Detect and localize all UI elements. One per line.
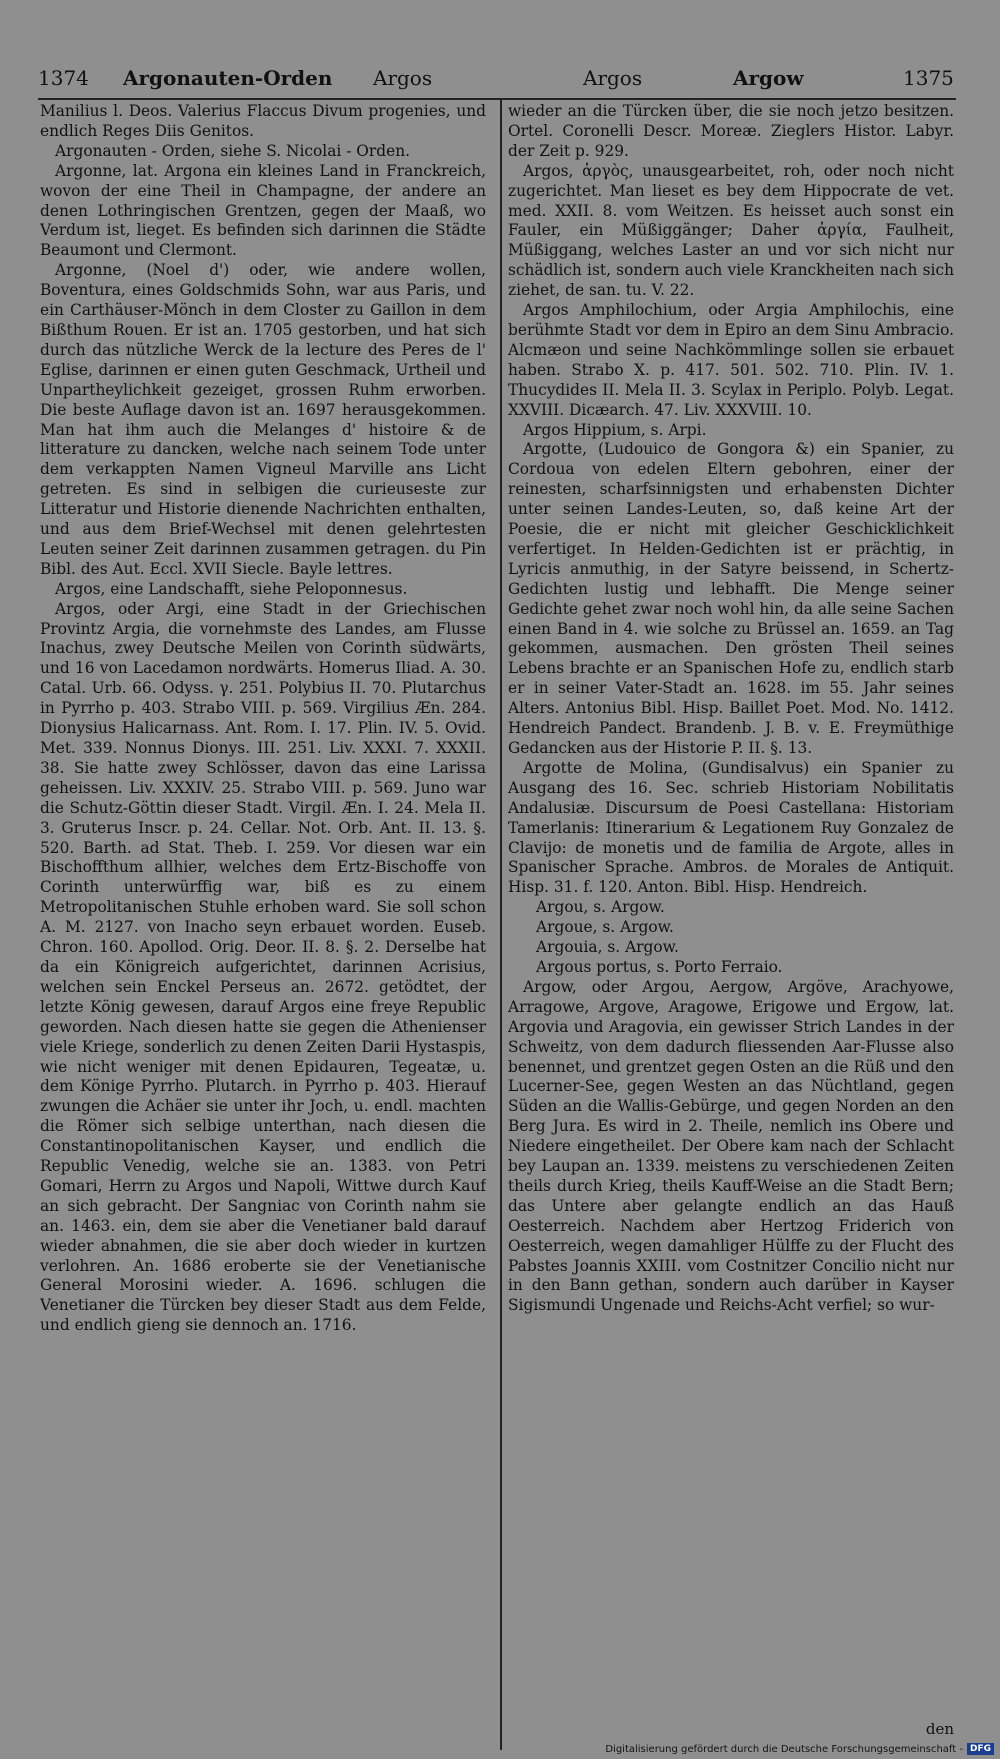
paragraph: Argonauten - Orden, siehe S. Nicolai - Orden. — [55, 141, 411, 160]
paragraph: wieder an die Türcken über, die sie noch jetzo besitzen. Ortel. Coronelli Descr. Moreæ. Zieglers Histor. Labyr. der Zeit p. 929. — [508, 102, 954, 160]
paragraph: Argonne, lat. Argona ein kleines Land in Franckreich, wovon der eine Theil in Champagne, der andere an denen Lothringischen Grentzen, gegen der Maaß, wo Verdum ist, lieget. Es befinden sich darinnen die Städte Beaumont und Clermont. — [40, 161, 486, 260]
paragraph: Argonne, (Noel d') oder, wie andere wollen, Boventura, eines Goldschmids Sohn, war aus Paris, und ein Carthäuser-Mönch in dem Closter zu Gaillon in dem Bißthum Rouen. Er ist an. 1705 gestorben, und hat sich durch das nützliche Werck de la lecture des Peres de l' Eglise, darinnen er einen guten Geschmack, Urtheil und Unpartheylichkeit gezeiget, grossen Ruhm erworben. Die beste Auflage davon ist an. 1697 herausgekommen. Man hat ihm auch die Melanges d' histoire & de litterature zu dancken, welche nach seinem Tode unter dem verkappten Namen Vigneul Marville ans Licht getreten. Es sind in selbigen die curieuseste zur Litteratur und Historie dienende Nachrichten enthalten, und aus dem Brief-Wechsel mit denen gelehrtesten Leuten seiner Zeit darinnen zusammen getragen. du Pin Bibl. des Aut. Eccl. XVII Siecle. Bayle lettres. — [40, 261, 486, 578]
right-catch-title: Argos — [583, 66, 643, 90]
paragraph: Manilius l. Deos. Valerius Flaccus Divum progenies, und endlich Reges Diis Genitos. — [40, 102, 486, 140]
column-rule — [500, 100, 502, 1750]
paragraph: Argoue, s. Argow. — [536, 918, 674, 937]
left-running-title: Argonauten-Orden — [123, 66, 333, 90]
paragraph: Argouia, s. Argow. — [536, 938, 679, 957]
footer — [605, 1743, 994, 1755]
catchword: den — [925, 1720, 954, 1738]
paragraph: Argotte de Molina, (Gundisalvus) ein Spanier zu Ausgang des 16. Sec. schrieb Historiam Nobilitatis Andalusiæ. Discursum de Poesi Castellana: Historiam Tamerlanis: Itinerarium & Legationem Ruy Gonzalez de Clavijo: de monetis und de familia de Argote, alles in Spanischer Sprache. Ambros. de Morales de Antiquit. Hisp. 31. f. 120. Anton. Bibl. Hisp. Hendreich. — [508, 758, 954, 897]
paragraph: Argos Hippium, s. Arpi. — [523, 420, 707, 439]
header-rule — [38, 98, 956, 100]
right-page-number: 1375 — [903, 66, 954, 90]
footer-text: Digitalisierung gefördert durch die Deutsche Forschungsgemeinschaft - — [605, 1743, 963, 1755]
left-page-number: 1374 — [38, 66, 89, 90]
dfg-logo: DFG — [967, 1743, 994, 1755]
paragraph: Argos, eine Landschafft, siehe Peloponnesus. — [55, 579, 408, 598]
paragraph: Argou, s. Argow. — [536, 898, 665, 917]
paragraph: Argos, oder Argi, eine Stadt in der Griechischen Provintz Argia, die vornehmste des Landes, am Flusse Inachus, zwey Deutsche Meilen von Corinth südwärts, und 16 von Lacedamon nordwärts. Homerus Iliad. A. 30. Catal. Urb. 66. Odyss. γ. 251. Polybius II. 70. Plutarchus in Pyrrho p. 403. Strabo VIII. p. 569. Virgilius Æn. 284. Dionysius Halicarnass. Ant. Rom. I. 17. Plin. IV. 5. Ovid. Met. 339. Nonnus Dionys. III. 251. Liv. XXXI. 7. XXXII. 38. Sie hatte zwey Schlösser, davon das eine Larissa geheissen. Liv. XXXIV. 25. Strabo VIII. p. 569. Juno war die Schutz-Göttin dieser Stadt. Virgil. Æn. I. 24. Mela II. 3. Gruterus Inscr. p. 24. Cellar. Not. Orb. Ant. II. 13. §. 520. Barth. ad Stat. Theb. I. 259. Vor diesen war ein Bischoffthum allhier, welches dem Ertz-Bischoffe von Corinth unterwürffig war, biß es zu einem Metropolitanischen Stuhle erhoben ward. Sie soll schon A. M. 2127. von Inacho seyn erbauet worden. Euseb. Chron. 160. Apollod. Orig. Deor. II. 8. §. 2. Derselbe hat da ein Königreich aufgerichtet, darinnen Acrisius, welchen sein Enckel Perseus an. 2672. getödtet, der letzte König gewesen, darauf Argos eine freye Republic geworden. Nach diesen hatte sie gegen die Athenienser viele Kriege, sonderlich zu denen Zeiten Darii Hystaspis, wie nicht weniger mit denen Epidauren, Tegeatæ, u. dem Könige Pyrrho. Plutarch. in Pyrrho p. 403. Hierauf zwungen die Achäer sie unter ihr Joch, u. endl. machten die Römer sich selbige unterthan, nach diesen die Constantinopolitanischen Kayser, und endlich die Republic Venedig, welche sie an. 1383. von Petri Gomari, Herrn zu Argos und Napoli, Wittwe durch Kauf an sich gebracht. Der Sangniac von Corinth nahm sie an. 1463. ein, dem sie aber die Venetianer bald darauf wieder abnahmen, die sie aber doch wieder in kurtzen verlohren. An. 1686 eroberte sie der Venetianische General Morosini wieder. A. 1696. schlugen die Venetianer die Türcken bey dieser Stadt aus dem Felde, und endlich gieng sie dennoch an. 1716. — [40, 599, 486, 1335]
left-catch-title: Argos — [373, 66, 433, 90]
right-running-title: Argow — [733, 66, 804, 90]
paragraph: Argous portus, s. Porto Ferraio. — [536, 957, 783, 976]
running-header — [38, 66, 958, 96]
left-column — [40, 102, 486, 1752]
paragraph: Argow, oder Argou, Aergow, Argöve, Arachyowe, Arragowe, Argove, Aragowe, Erigowe und Ergow, lat. Argovia und Aragovia, ein gewisser Strich Landes in der Schweitz, von dem dadurch fliessenden Aar-Flusse also benennet, und grentzet gegen Osten an die Rüß und den Lucerner-See, gegen Westen an das Nüchtland, gegen Süden an die Wallis-Gebürge, und gegen Norden an den Berg Jura. Es wird in 2. Theile, nemlich ins Obere und Niedere eingetheilet. Der Obere kam nach der Schlacht bey Laupan an. 1339. meistens zu verschiedenen Zeiten theils durch Krieg, theils Kauff-Weise an die Stadt Bern; das Untere aber gelangte endlich an das Hauß Oesterreich. Nachdem aber Hertzog Friderich von Oesterreich, wegen damahliger Hülffe zu der Flucht des Pabstes Joannis XXIII. vom Costnitzer Concilio nicht nur in den Bann gethan, sondern auch darüber in Kayser Sigismundi Ungenade und Reichs-Acht verfiel; so wur- — [508, 977, 954, 1315]
paragraph: Argos, ἀργὸς, unausgearbeitet, roh, oder noch nicht zugerichtet. Man lieset es bey dem Hippocrate de vet. med. XXII. 8. vom Weitzen. Es heisset auch sonst ein Fauler, ein Müßiggänger; Daher ἀργία, Faulheit, Müßiggang, welches Laster an und vor sich nicht nur schädlich ist, sondern auch viele Kranckheiten nach sich ziehet, de san. tu. V. 22. — [508, 161, 954, 300]
right-column — [508, 102, 954, 1752]
paragraph: Argotte, (Ludouico de Gongora &) ein Spanier, zu Cordoua von edelen Eltern gebohren, einer der reinesten, scharfsinnigsten und erhabensten Dichter unter seinen Landes-Leuten, so, daß keine Art der Poesie, die er nicht mit gleicher Geschicklichkeit verfertiget. In Helden-Gedichten ist er prächtig, in Lyricis anmuthig, in der Satyre beissend, in Schertz-Gedichten lustig und lebhafft. Die Menge seiner Gedichte gehet zwar noch wohl hin, da alle seine Sachen einen Band in 4. wie solche zu Brüssel an. 1659. an Tag gekommen, ausmachen. Den grösten Theil seines Lebens brachte er an Spanischen Hofe zu, endlich starb er in seiner Vater-Stadt an. 1628. im 55. Jahr seines Alters. Antonius Bibl. Hisp. Baillet Poet. Mod. No. 1412. Hendreich Pandect. Brandenb. J. B. v. E. Freymüthige Gedancken aus der Historie P. II. §. 13. — [508, 440, 954, 757]
paragraph: Argos Amphilochium, oder Argia Amphilochis, eine berühmte Stadt vor dem in Epiro an dem Sinu Ambracio. Alcmæon und seine Nachkömmlinge sollen sie erbauet haben. Strabo X. p. 417. 501. 502. 710. Plin. IV. 1. Thucydides II. Mela II. 3. Scylax in Periplo. Polyb. Legat. XXVIII. Dicæarch. 47. Liv. XXXVIII. 10. — [508, 301, 954, 419]
